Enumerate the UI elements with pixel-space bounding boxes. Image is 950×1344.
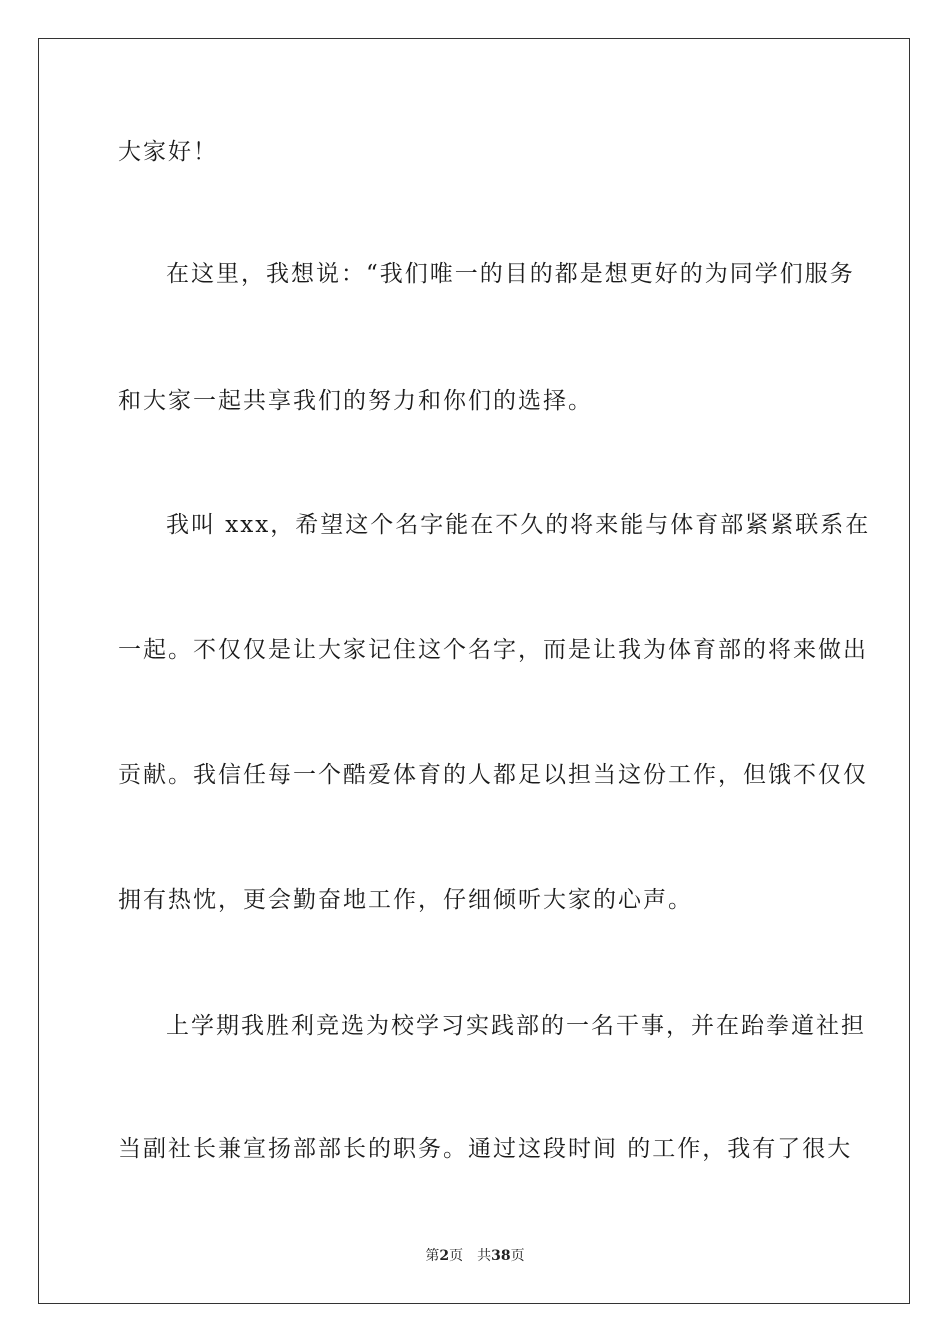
paragraph-2-line-1: 我叫 xxx，希望这个名字能在不久的将来能与体育部紧紧联系在 <box>166 512 871 538</box>
footer-total-pages: 38 <box>491 1248 511 1264</box>
footer-total-prefix: 共 <box>477 1248 492 1264</box>
page-border <box>38 38 910 1304</box>
paragraph-1-line-1: 在这里，我想说：“我们唯一的目的都是想更好的为同学们服务 <box>166 261 855 287</box>
footer-page-number: 2 <box>439 1248 450 1264</box>
paragraph-3-line-2: 当副社长兼宣扬部部长的职务。通过这段时间 的工作，我有了很大 <box>118 1136 853 1162</box>
paragraph-1-line-2: 和大家一起共享我们的努力和你们的选择。 <box>118 388 593 414</box>
paragraph-2-line-4: 拥有热忱，更会勤奋地工作，仔细倾听大家的心声。 <box>118 887 693 913</box>
page-footer <box>0 1247 950 1265</box>
paragraph-2-line-3: 贡献。我信任每一个酷爱体育的人都足以担当这份工作，但饿不仅仅 <box>118 762 868 788</box>
footer-total-suffix: 页 <box>510 1248 525 1264</box>
paragraph-3-line-1: 上学期我胜利竞选为校学习实践部的一名干事，并在跆拳道社担 <box>166 1013 866 1039</box>
footer-page-suffix: 页 <box>449 1248 464 1264</box>
footer-page-prefix: 第 <box>425 1248 440 1264</box>
paragraph-2-line-2: 一起。不仅仅是让大家记住这个名字，而是让我为体育部的将来做出 <box>118 637 868 663</box>
paragraph-greeting: 大家好！ <box>118 139 218 165</box>
